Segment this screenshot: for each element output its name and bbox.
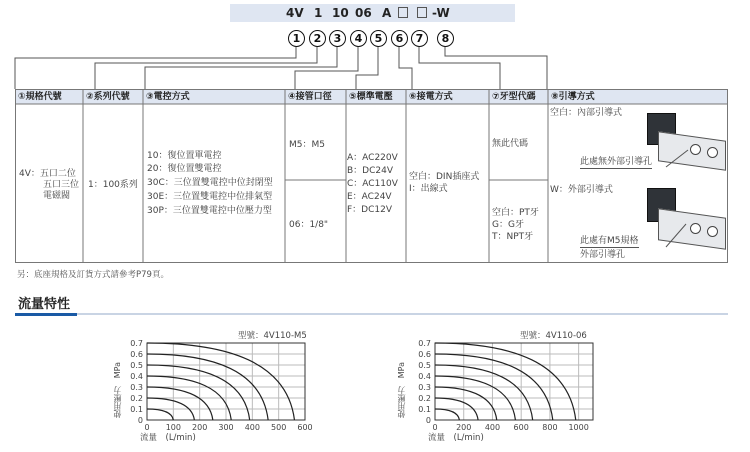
chart-2-ytick-4: 0.4 <box>418 372 431 381</box>
cell-thread-pt: 空白：PT牙 <box>492 208 539 218</box>
pilot-note-leaders <box>560 120 730 260</box>
chart-1-series-5 <box>147 365 250 420</box>
header-thread-code: ⑦牙型代碼 <box>492 92 536 102</box>
cell-spec-line-1: 4V：五口二位 <box>19 169 76 179</box>
chart-1-xlabel: 流量 (L/min) <box>140 433 196 443</box>
cell-control-30c: 30C：三位置雙電控中位封閉型 <box>147 178 273 188</box>
chart-2-xtick-0: 0 <box>432 423 438 432</box>
code-token-series: 1 <box>314 6 323 20</box>
cell-pilot-internal: 空白：內部引導式 <box>550 108 623 118</box>
cell-voltage-e: E：AC24V <box>347 192 392 202</box>
code-token-port: 06 <box>355 6 372 20</box>
code-token-pilot: -W <box>432 6 450 20</box>
code-connector-lines <box>0 0 750 92</box>
header-series-code: ②系列代號 <box>86 92 130 102</box>
header-voltage: ⑤標準電壓 <box>349 92 393 102</box>
chart-2-ytick-1: 0.1 <box>418 405 431 414</box>
cell-pilot-external-note-1: 此處有M5規格 <box>580 236 639 246</box>
chart-2-xtick-3: 600 <box>513 423 529 432</box>
code-circle-1: 1 <box>288 30 305 47</box>
cell-control-30e: 30E：三位置雙電控中位排氣型 <box>147 192 273 202</box>
chart-1-ytick-4: 0.4 <box>130 372 143 381</box>
chart-1-xtick-5: 500 <box>271 423 287 432</box>
cell-wiring-lead: I：出線式 <box>409 184 448 194</box>
code-circle-6: 6 <box>391 30 408 47</box>
flow-chart-m5 <box>100 335 330 435</box>
chart-1-xtick-0: 0 <box>144 423 150 432</box>
chart-2-ytick-6: 0.6 <box>418 350 431 359</box>
chart-1-series-1 <box>147 409 173 420</box>
cell-control-30p: 30P：三位置雙電控中位壓力型 <box>147 206 272 216</box>
header-spec-code: ①規格代號 <box>18 92 62 102</box>
chart-2-series-5 <box>435 365 533 420</box>
header-wiring: ⑥接電方式 <box>409 92 453 102</box>
chart-2-ytick-5: 0.5 <box>418 361 431 370</box>
cell-wiring-din: 空白：DIN插座式 <box>409 172 480 182</box>
code-circle-8: 8 <box>437 30 454 47</box>
chart-2-series-1 <box>435 409 459 420</box>
code-token-control: 10 <box>332 6 349 20</box>
chart-1-ytick-2: 0.2 <box>130 394 143 403</box>
chart-1-xtick-3: 300 <box>218 423 234 432</box>
chart-1-xtick-2: 200 <box>192 423 208 432</box>
chart-1-ytick-6: 0.6 <box>130 350 143 359</box>
header-control-mode: ③電控方式 <box>146 92 190 102</box>
chart-2-title: 型號：4V110-06 <box>520 331 587 341</box>
cell-pilot-external: W：外部引導式 <box>550 185 613 195</box>
chart-2-ytick-3: 0.3 <box>418 383 431 392</box>
section-divider-accent <box>15 313 77 316</box>
cell-series: 1：100系列 <box>88 180 138 190</box>
chart-2-xtick-2: 400 <box>484 423 501 432</box>
cell-spec-line-2: 五口三位 <box>43 180 80 190</box>
footnote: 另：底座規格及訂貨方式請參考P79頁。 <box>17 270 169 280</box>
chart-1-ylabel: 使用壓力 MPa <box>113 362 122 419</box>
chart-1-xtick-1: 100 <box>165 423 181 432</box>
chart-1-title: 型號：4V110-M5 <box>238 331 307 341</box>
chart-1-xtick-4: 400 <box>244 423 260 432</box>
header-port-size: ④接管口徑 <box>288 92 332 102</box>
chart-1-ytick-5: 0.5 <box>130 361 143 370</box>
cell-voltage-b: B：DC24V <box>347 166 393 176</box>
chart-1-xtick-6: 600 <box>297 423 313 432</box>
cell-pilot-external-note-2: 外部引導孔 <box>580 250 626 260</box>
cell-thread-npt: T：NPT牙 <box>492 232 534 242</box>
cell-voltage-a: A：AC220V <box>347 153 398 163</box>
code-token-voltage: A <box>382 6 392 20</box>
chart-1-ytick-3: 0.3 <box>130 383 143 392</box>
code-token-spec: 4V <box>286 6 304 20</box>
code-circle-5: 5 <box>370 30 387 47</box>
code-circle-7: 7 <box>411 30 428 47</box>
cell-voltage-c: C：AC110V <box>347 179 398 189</box>
chart-1-ytick-1: 0.1 <box>130 405 143 414</box>
code-circle-2: 2 <box>309 30 326 47</box>
cell-pilot-internal-note: 此處無外部引導孔 <box>580 157 653 167</box>
chart-2-ytick-7: 0.7 <box>418 339 431 348</box>
cell-control-20: 20：復位置雙電控 <box>147 164 222 174</box>
cell-control-10: 10：復位置單電控 <box>147 151 222 161</box>
cell-port-m5: M5：M5 <box>289 140 325 150</box>
code-circle-3: 3 <box>329 30 346 47</box>
chart-2-ytick-2: 0.2 <box>418 394 431 403</box>
cell-port-06: 06：1/8" <box>289 220 329 230</box>
cell-thread-none: 無此代碼 <box>492 139 529 149</box>
chart-2-ytick-0: 0 <box>425 416 431 425</box>
chart-2-xtick-4: 800 <box>542 423 558 432</box>
cell-spec-line-3: 電磁閥 <box>43 191 71 201</box>
chart-1-ytick-7: 0.7 <box>130 339 143 348</box>
section-divider <box>15 313 728 315</box>
flow-chart-06 <box>388 335 618 435</box>
chart-2-xlabel: 流量 (L/min) <box>428 433 484 443</box>
header-pilot-mode: ⑧引導方式 <box>551 92 595 102</box>
cell-voltage-f: F：DC12V <box>347 205 393 215</box>
code-circle-4: 4 <box>350 30 367 47</box>
chart-2-xtick-1: 200 <box>456 423 472 432</box>
section-title: 流量特性 <box>18 297 71 312</box>
chart-2-ylabel: 使用壓力 MPa <box>397 362 406 419</box>
chart-2-xtick-5: 1000 <box>568 423 589 432</box>
chart-1-ytick-0: 0 <box>137 416 143 425</box>
cell-thread-g: G：G牙 <box>492 220 524 230</box>
